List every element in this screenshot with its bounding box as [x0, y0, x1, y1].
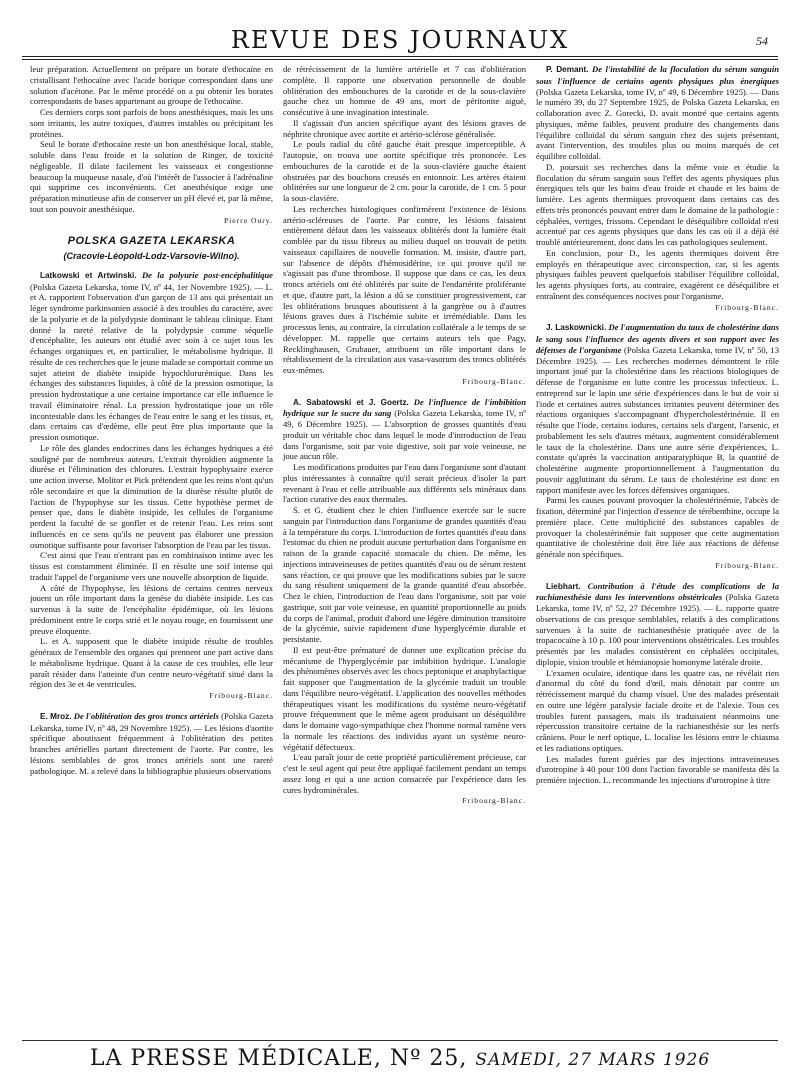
paragraph: Les modifications produites par l'eau dans l'organisme sont d'autant plus intéressantes à connaître qu'il serait précieux d'isoler la part revenant à l'eau et celle attribuable aux différents sels minéraux dans l'action curative des eaux thermales.: [283, 462, 526, 505]
article-text: Les lésions d'aortite spécifique aboutissent fréquemment à l'oblitération des petites branches artérielles partant directement de l'aorte. Par contre, les lésions semblables de gros troncs artériels sont une rareté pathologique. M. a relevé dans la bibliographie plusieurs observations: [30, 722, 273, 776]
article-title: Contribution à l'étude des complications de la rachianesthésie dans les interventions obstétricales: [536, 580, 779, 603]
header-rule: [22, 56, 778, 57]
paragraph: L'eau paraît jouir de cette propriété particulièrement précieuse, car c'est le seul agent qui peut être appliqué facilement pendant un temps assez long et qui a une action consacrée par l'expérience dans les cures hydrominérales.: [283, 752, 526, 795]
author-signature: Pierre Oury.: [223, 215, 273, 225]
article-reference: (Polska Gazeta Lekarska, tome IV, nº 49, 6 Décembre 1925). —: [536, 86, 759, 97]
article-title: De l'instabilité de la floculation du sérum sanguin sous l'influence de certains agents physiques plus énergiques: [536, 64, 779, 86]
paragraph: Le rôle des glandes endocrines dans les échanges hydriques a été souligné par de nombreux auteurs. L'extrait thyroïdien augmente la diurèse et l'élimination des chlorures. L'extrait hypophysaire exerce une action inverse. Molitor et Pick prétendent que les reins n'ont qu'un rôle secondaire et que la diminution de la diurèse résulte plutôt de l'action de l'hypophyse sur les tissus. Cette hypothèse permet de penser que, dans le diabète insipide, les cellules de l'organisme perdent la faculté de se gonfler et de retenir l'eau. Les reins sont influencés en ce sens qu'ils ne peuvent pas élaborer une pression osmotique suffisante pour favoriser l'absorption de l'eau par les tissus.: [30, 442, 273, 550]
column-middle: [283, 64, 526, 1034]
article-title: De l'influence de l'imbibition hydrique sur le sucre du sang: [283, 396, 526, 419]
author-signature: Fribourg-Blanc.: [209, 691, 273, 700]
author-signature: Fribourg-Blanc.: [715, 560, 779, 570]
column-left: [30, 64, 273, 1034]
author-signature: Fribourg-Blanc.: [715, 302, 779, 312]
article-abstract: [30, 270, 273, 443]
article-title: De l'oblitération des gros troncs artériels: [73, 710, 219, 721]
paragraph: L. et A. supposent que le diabète insipide résulte de troubles généraux de l'ensemble des organes qui prennent une part active dans le métabolisme hydrique. Quant à la cause de ces troubles, elle leur paraît résider dans l'atteinte d'un centre neuro-végétatif situé dans la région des 3e et 4e ventricules.: [30, 636, 273, 690]
article-abstract: [536, 64, 779, 162]
paragraph: En conclusion, pour D., les agents thermiques doivent être employés en thérapeutique avec circonspection, car, si les agents physiques faibles peuvent quelquefois stabiliser l'équilibre colloïdal, les agents physiques forts, au contraire, exagèrent ce déséquilibre et entraînent des conséquences nocives pour l'organisme.: [536, 247, 779, 301]
header-rule-double: [22, 59, 778, 60]
paragraph: Il est peut-être prématuré de donner une explication précise du mécanisme de l'hyperglycémie par imbibition hydrique. L'analogie des phénomènes observés avec les chocs peptonique et anaphylactique fait supposer que l'augmentation de la glycémie traduit un trouble dans l'équilibre neuro-végétatif. L'application des nouvelles méthodes thérapeutiques visant les modifications du système neuro-végétatif prouve fréquemment que le même agent produisant un déséquilibre dans le domaine vago-sympathique chez l'homme normal ramène vers la normale les réactions des individus ayant un système neuro-végétatif défectueux.: [283, 644, 526, 752]
article-reference: (Polska Gazeta Lekarska, tome IV, nº 49, 6 Décembre 1925). —: [283, 408, 526, 429]
column-right: [536, 64, 779, 1034]
author-signature: Fribourg-Blanc.: [462, 796, 526, 806]
article-authors: A. Sabatowski et J. Goertz.: [293, 397, 409, 407]
paragraph: A côté de l'hypophyse, les lésions de certains centres nerveux jouent un rôle important dans la genèse du diabète insipide. Les cas survenus à la suite de l'encéphalite épidémique, où les lésions prédominent entre le corps strié et le noyau rouge, en fournissent une preuve éloquente.: [30, 582, 273, 636]
paragraph: Seul le borate d'ethocaïne reste un bon anesthésique local, stable, soluble dans l'eau froide et la solution de Ringer, de toxicité négligeable. Il dilate facilement les vaisseaux et congestionne beaucoup la muqueuse nasale, d'où l'intérêt de l'associer à l'adrénaline qui supprime ces inconvénients. Cet anesthésique exige une préparation minutieuse afin de conserver un pH élevé et, par là même, tout son pouvoir anesthésique.: [30, 139, 273, 214]
article-reference: (Polska Gazeta Lekarska, tome IV, nº 44, 1er Novembre 1925). —: [30, 281, 263, 292]
paragraph: Les recherches histologiques confirmèrent l'existence de lésions artério-scléreuses de l'aorte. Par contre, les lésions faisaient entièrement défaut dans les vaisseaux oblitérés dont la lumière était comblée par du tissu fibreux au milieu duquel on trouvait de petits vaisseaux capillaires de nouvelle formation. M. insiste, d'autre part, sur l'absence de dépôts d'hémosidérine, ce qui prouve qu'il ne s'agissait pas d'une thrombose. Il suppose que dans ce cas, les deux troncs artériels ont été oblitérés par suite de l'endartérite proliférante et que, d'autre part, la lésion a dû se constituer progressivement, car les oblitérations brusques aboutissent à la gangrène ou à d'autres lésions graves dues à l'ischémie subite et irrémédiable. Dans les processus lents, au contraire, la circulation collatérale a le temps de se développer. M. rappelle que certains auteurs tels que Pagy, Recklinghausen, Grubauer, attribuent un rôle important dans le rétablissement de la circulation aux vasa-vasorum des troncs oblitérés eux-mêmes.: [283, 203, 526, 375]
journal-section-title: REVUE DES JOURNAUX: [230, 26, 570, 54]
page-number: 54: [756, 34, 768, 48]
article-reference: (Polska Gazeta Lekarska, tome IV, nº 48, 29 Novembre 1925). —: [30, 710, 273, 733]
article-text: L. et A. rapportent l'observation d'un garçon de 13 ans qui présentait un léger syndrome parkinsonien associé à des troubles du caractère, avec de la polyurie et de la polydypsie dominant le tableau clinique. Etant donné la rareté relative de la polydypsie comme séquelle d'encéphalite, les auteurs ont étudié avec soin à ce sujet tous les échanges organiques et, en particulier, le métabolisme hydrique. Il résulte de ces recherches que le jeune malade se comportait comme un sujet atteint de diabète insipide hypochlorurémique. Dans les échanges des substances liquides, à côté de la pression osmotique, la pression hydrostatique a une certaine importance car elle influence le travail éliminatoire rénal. La pression hydrostatique joue un rôle incontestable dans les échanges de l'eau entre le sang et les tissus, et, dans certains cas d'œdème, elle peut être plus importante que la pression osmotique.: [30, 281, 273, 442]
journal-section-cities: (Cracovie-Léopold-Lodz-Varsovie-Wilno).: [63, 251, 240, 261]
paragraph: Le pouls radial du côté gauche était presque imperceptible. A l'autopsie, on trouva une aortite spécifique très prononcée. Les embouchures de la carotide et de la sous-clavière gauche étaient obstruées par des bouchons creusés en entonnoir. Les artères étaient oblitérées sur une longueur de 2 cm. pour la carotide, de 1 cm. 5 pour la sous-clavière.: [283, 139, 526, 203]
article-authors: J. Laskownicki.: [546, 323, 607, 333]
paragraph: L'examen oculaire, identique dans les quatre cas, ne révélait rien d'anormal du côté du fond d'œil, mais dénotait par contre un rétrécissement marqué du champ visuel. Une des malades présentait en outre une légère paralysie faciale droite et de l'alexie. Tous ces troubles furent passagers, mais ils traduisaient néanmoins une répercussion transitoire certaine de la rachianesthésie sur les nerfs crâniens. Pour le nerf optique, L. localise les lésions entre le chiasma et les radiations optiques.: [536, 667, 779, 753]
footer-rule: [22, 1040, 778, 1041]
page-header: [22, 26, 778, 56]
article-title: De l'augmentation du taux de cholestérine dans le sang sous l'influence des agents divers et son rapport avec les défenses de l'organisme: [536, 322, 779, 355]
article-abstract: [283, 397, 526, 463]
article-authors: Liebhart.: [546, 581, 581, 591]
article-text: Les recherches modernes démontrent le rôle important joué par la cholestérine dans les réactions biologiques de défense de l'organisme en lutte contre les processus infectieux. L. entreprend sur le lapin une série d'expériences dans le but de voir si l'iode et certaines autres substances irritantes peuvent déterminer des réactions organiques s'accompagnant d'hypercholestérinémie. Il en résulte que l'iode, certains iodures, certains sels d'argent, l'arsenic, et probablement les sels d'autres métaux, augmentent considérablement le taux de la cholestérine. Dans une autre série d'expériences, L. constate qu'après la vaccination antiparatyphique B, la quantité de cholestérine augmente proportionnellement à l'augmentation du pouvoir agglutinant du sérum. Le taux de cholestérine est donc en rapport manifeste avec les forces défensives organiques.: [536, 355, 779, 495]
author-signature: Fribourg-Blanc.: [462, 376, 526, 386]
paragraph: C'est ainsi que l'eau n'entrant pas en combinaison intime avec les tissus est constamment éliminée. Il en résulte une soif intense qui traduit l'appel de l'organisme vers une nouvelle absorption de liquide.: [30, 550, 273, 582]
article-authors: P. Demant.: [546, 65, 589, 74]
article-text: L'absorption de grosses quantités d'eau produit un véritable choc dans lequel le mode d'introduction de l'eau dans l'organisme, soit par voie digestive, soit par voie veineuse, ne joue aucun rôle.: [283, 419, 526, 462]
article-text: L. rapporte quatre observations de cas presque semblables, relatifs à des complications survenues à la suite de rachianesthésie pratiquée avec de la tropacocaïne à 10 p. 100 pour interventions obstétricales. Les troubles présentés par les malades consistèrent en céphalées occipitales, diplopie, vision trouble et hémianopsie homonyme latérale droite.: [536, 603, 779, 667]
journal-section-heading: POLSKA GAZETA LEKARSKA: [67, 235, 236, 248]
paragraph: Les malades furent guéries par des injections intraveineuses d'urotropine à 40 pour 100 dont l'action favorable se manifesta dès la première injection. L. recommande les injections d'urotropine à titre: [536, 753, 779, 785]
paragraph: Ces derniers corps sont parfois de bons anesthésiques, mais les uns sont irritants, les autre toxiques, d'autres instables ou précipitant les protéines.: [30, 107, 273, 139]
footer-journal: LA PRESSE MÉDICALE, Nº 25,: [89, 1046, 468, 1071]
paragraph: Il s'agissait d'un ancien spécifique ayant des lésions graves de néphrite chronique avec aortite et artério-sclérose généralisée.: [283, 117, 526, 139]
article-abstract: [30, 711, 273, 777]
article-authors: E. Mroz.: [40, 711, 72, 721]
article-reference: (Polska Gazeta Lekarska, tome IV, nº 52, 27 Décembre 1925). —: [536, 592, 779, 613]
article-authors: Latkowski et Artwinski.: [40, 270, 137, 280]
article-abstract: [536, 581, 779, 668]
article-reference: (Polska Gazeta Lekarska, tome IV, nº 50, 13 Décembre 1925). —: [536, 344, 779, 366]
paragraph: D. poursuit ses recherches dans la même voie et étudie la floculation du sérum sanguin sous l'effet des agents physiques plus énergiques tels que les bains d'eau froide et chaude et les bains de lumière. Les agents thermiques provoquent dans certains cas des effets très prononcés pouvant entrer dans le domaine de la pathologie : céphalées, vertiges, frissons. Cependant le déséquilibre colloïdal n'est accentué par ces agents physiques que dans les cas où il a déjà été troublé antérieurement, donc dans les cas pathologiques seulement.: [536, 161, 779, 247]
footer-date: SAMEDI, 27 MARS 1926: [475, 1050, 711, 1070]
paragraph: leur préparation. Actuellement on prépare un borate d'ethocaïne en cristallisant l'ethocaïne avec l'acide borique correspondant dans une solution d'acétone. Par le même procédé on a pu obtenir les borates correspondants de bases appartenant au groupe de l'ethocaïne.: [30, 64, 273, 107]
article-abstract: [536, 322, 779, 495]
article-text: Dans le numéro 39, du 27 Septembre 1925, de Polska Gazeta Lekarska, en collaboration avec Z. Gorecki, D. avait montré que certains agents physiques, même faibles, peuvent produire des changements dans l'équilibre colloïdal du sérum sanguin chez des sujets présentant, avant l'intervention, des troubles plus ou moins marqués de cet équilibre colloïdal.: [536, 86, 779, 161]
paragraph: de rétrécissement de la lumière artérielle et 7 cas d'oblitération complète. Il rapporte une observation personnelle de double oblitération des embouchures de la carotide et de la sous-clavière gauche chez un homme de 49 ans, mort de péritonite aiguë, consécutive à une invagination intestinale.: [283, 64, 526, 117]
page-footer: [0, 1046, 800, 1071]
paragraph: S. et G. étudient chez le chien l'influence exercée sur le sucre sanguin par l'introduction dans l'organisme de grandes quantités d'eau à la température du corps. L'introduction de fortes quantités d'eau dans l'estomac du chien ne produit aucune perturbation dans l'organisme en raison de la grande capacité stomacale du chien. De même, les injections intraveineuses de petites quantités d'eau ou de sérum restent sans réaction, ce qui prouve que les modifications subies par le sucre du sang résultent uniquement de la grande quantité d'eau absorbée. Chez le chien, l'introduction de l'eau dans l'organisme, soit par voie gastrique, soit par voie veineuse, en quantité proportionnelle au poids du corps de l'animal, produit d'abord une légère diminution transitoire de la glycémie, suivie rapidement d'une hyperglycémie durable et persistante.: [283, 505, 526, 644]
paragraph: Parmi les causes pouvant provoquer la cholestérinémie, l'abcès de fixation, déterminé par l'injection d'essence de térébenthine, occupe la première place. Cette multiplicité des substances capables de provoquer la cholestérinémie fait supposer que cette augmentation quantitative de cholestérine doit être liée aux réactions de défense générale non spécifiques.: [536, 495, 779, 559]
article-title: De la polyurie post-encéphalitique: [141, 269, 273, 280]
